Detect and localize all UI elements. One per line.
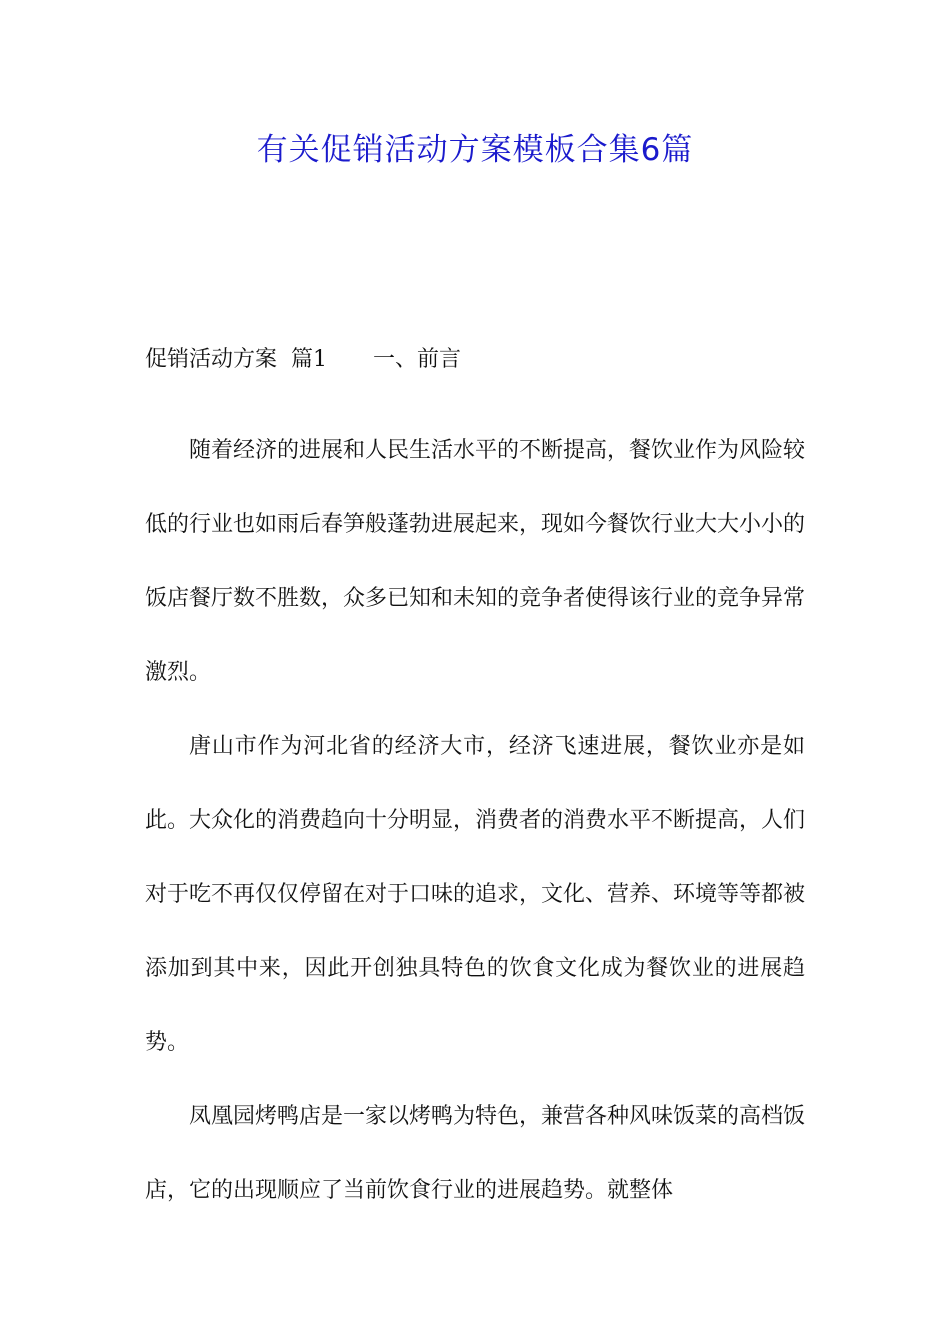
section-title: 一、前言 — [372, 347, 461, 372]
document-title: 有关促销活动方案模板合集6篇 — [256, 132, 694, 168]
document-body — [145, 414, 805, 1228]
paragraph: 凤凰园烤鸭店是一家以烤鸭为特色，兼营各种风味饭菜的高档饭店，它的出现顺应了当前饮食行业的进展趋势。就整体 — [145, 1104, 806, 1203]
section-heading — [145, 340, 805, 380]
paragraph: 随着经济的进展和人民生活水平的不断提高，餐饮业作为风险较低的行业也如雨后春笋般蓬勃进展起来，现如今餐饮行业大大小小的饭店餐厅数不胜数，众多已知和未知的竞争者使得该行业的竞争异常激烈。 — [145, 438, 806, 685]
plan-label: 促销活动方案 篇1 — [145, 347, 327, 372]
paragraph: 唐山市作为河北省的经济大市，经济飞速进展，餐饮业亦是如此。大众化的消费趋向十分明显，消费者的消费水平不断提高，人们对于吃不再仅仅停留在对于口味的追求，文化、营养、环境等等都被添加到其中来，因此开创独具特色的饮食文化成为餐饮业的进展趋势。 — [145, 734, 806, 1055]
